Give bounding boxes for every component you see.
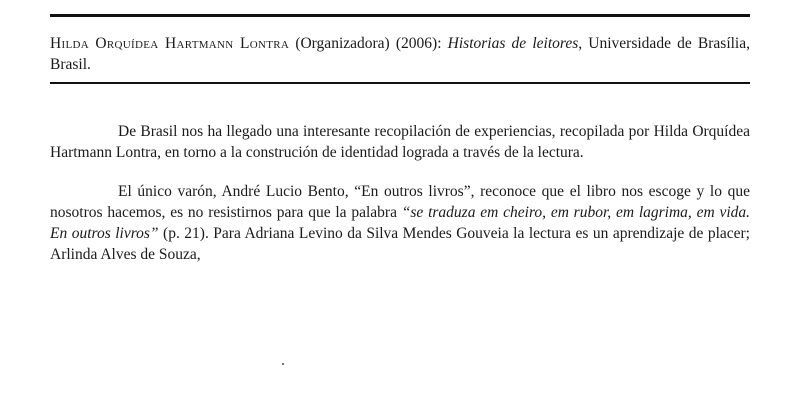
citation-header [50, 33, 750, 75]
author-name: Hilda Orquídea Hartmann Lontra [50, 35, 290, 52]
author-role: (Organizadora) (2006): [289, 35, 448, 52]
book-title: Historias de leitores [447, 35, 579, 52]
paragraph-2 [50, 181, 750, 265]
publisher: , Universidade de Brasília, Brasil. [50, 35, 750, 73]
paragraph-1: De Brasil nos ha llegado una interesante recopilación de experiencias, recopilada por Hilda Orquídea Hartmann Lontra, en torno a la construción de identidad lograda a través de la lectura. [50, 123, 750, 161]
review-body [50, 121, 750, 283]
paragraph-2-text-b: (p. 21). Para Adriana Levino da Silva Mendes Gouveia la lectura es un aprendizaje de placer; Arlinda Alves de Souza, [50, 225, 750, 263]
paragraph-2-quote: “se traduza em cheiro, em rubor, em lagrima, em vida. En outros livros” [50, 204, 751, 242]
scan-speck [282, 363, 284, 365]
top-rule [50, 14, 750, 17]
bottom-rule [50, 82, 750, 84]
paragraph-2-text-a: El único varón, André Lucio Bento, “En outros livros”, reconoce que el libro nos escoge y lo que nosotros hacemos, es no resistirnos para que la palabra [50, 183, 750, 221]
